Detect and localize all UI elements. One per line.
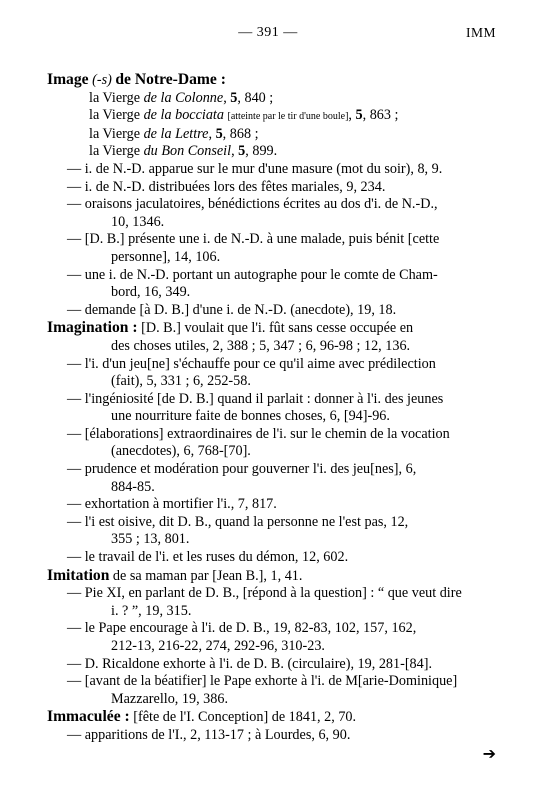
entry-oraisons-cont: 10, 1346. xyxy=(111,213,165,230)
entry-imagination-3-cont: une nourriture faite de bonnes choses, 6, [94]-96. xyxy=(111,408,390,425)
entry-imitation-3: — le Pape encourage à l'i. de D. B., 19, 82-83, 102, 157, 162, xyxy=(67,620,417,637)
entry-vierge-lettre: la Vierge de la Lettre, 5, 868 ; xyxy=(89,125,259,142)
entry-demande: — demande [à D. B.] d'une i. de N.-D. (anecdote), 19, 18. xyxy=(67,301,397,318)
entry-image-mur: — i. de N.-D. apparue sur le mur d'une masure (mot du soir), 8, 9. xyxy=(67,160,443,177)
entry-image-fetes: — i. de N.-D. distribuées lors des fêtes mariales, 9, 234. xyxy=(67,178,386,195)
entry-image-header: Image (-s) de Notre-Dame : xyxy=(47,71,226,88)
entry-vierge-colonne: la Vierge de la Colonne, 5, 840 ; xyxy=(89,89,274,106)
entry-chambord: — une i. de N.-D. portant un autographe pour le comte de Cham- xyxy=(67,266,438,283)
entry-chambord-cont: bord, 16, 349. xyxy=(111,284,191,301)
entry-malade-cont: personne], 14, 106. xyxy=(111,248,221,265)
running-head: IMM xyxy=(465,25,496,40)
entry-immaculee-2: — apparitions de l'I., 2, 113-17 ; à Lourdes, 6, 90. xyxy=(67,726,351,743)
entry-imitation-5: — [avant de la béatifier] le Pape exhorte à l'i. de M[arie-Dominique] xyxy=(67,673,458,690)
entry-oraisons: — oraisons jaculatoires, bénédictions écrites au dos d'i. de N.-D., xyxy=(67,196,438,213)
entry-imagination-4-cont: (anecdotes), 6, 768-[70]. xyxy=(111,443,251,460)
entry-imitation-4: — D. Ricaldone exhorte à l'i. de D. B. (circulaire), 19, 281-[84]. xyxy=(67,655,433,672)
entry-imitation-header: Imitation de sa maman par [Jean B.], 1, 41. xyxy=(47,566,303,584)
entry-imagination-5-cont: 884-85. xyxy=(111,478,155,495)
entry-imitation-5-cont: Mazzarello, 19, 386. xyxy=(111,690,229,707)
entry-imagination-7: — l'i est oisive, dit D. B., quand la personne ne l'est pas, 12, xyxy=(67,513,409,530)
page-number: — 391 — xyxy=(238,25,298,40)
entry-imagination-4: — [élaborations] extraordinaires de l'i. sur le chemin de la vocation xyxy=(67,425,450,442)
entry-imitation-3-cont: 212-13, 216-22, 274, 292-96, 310-23. xyxy=(111,638,325,654)
index-content xyxy=(47,71,497,745)
entry-vierge-bon-conseil: la Vierge du Bon Conseil, 5, 899. xyxy=(89,143,278,160)
entry-imagination-cont: des choses utiles, 2, 388 ; 5, 347 ; 6, 96-98 ; 12, 136. xyxy=(111,337,411,354)
entry-imagination-2: — l'i. d'un jeu[ne] s'échauffe pour ce qu'il aime avec prédilection xyxy=(67,355,436,372)
entry-imagination-3: — l'ingéniosité [de D. B.] quand il parlait : donner à l'i. des jeunes xyxy=(67,390,444,407)
entry-imagination-2-cont: (fait), 5, 331 ; 6, 252-58. xyxy=(111,373,251,390)
entry-imagination-5: — prudence et modération pour gouverner l'i. des jeu[nes], 6, xyxy=(67,461,417,478)
entry-imitation-2-cont: i. ? ”, 19, 315. xyxy=(111,602,192,619)
entry-imitation-2: — Pie XI, en parlant de D. B., [répond à la question] : “ que veut dire xyxy=(67,585,462,602)
arrow-right-icon: ➔ xyxy=(482,744,496,763)
entry-imagination-7-cont: 355 ; 13, 801. xyxy=(111,531,190,548)
page-header xyxy=(0,25,536,43)
entry-vierge-bocciata: la Vierge de la bocciata [atteinte par le tir d'une boule], 5, 863 ; xyxy=(89,107,399,124)
entry-imagination-header: Imagination : [D. B.] voulait que l'i. fût sans cesse occupée en xyxy=(47,319,414,337)
entry-imagination-6: — exhortation à mortifier l'i., 7, 817. xyxy=(67,496,277,513)
entry-immaculee-header: Immaculée : [fête de l'I. Conception] de 1841, 2, 70. xyxy=(47,708,357,726)
entry-malade: — [D. B.] présente une i. de N.-D. à une malade, puis bénit [cette xyxy=(67,231,440,248)
entry-imagination-8: — le travail de l'i. et les ruses du démon, 12, 602. xyxy=(67,549,349,566)
